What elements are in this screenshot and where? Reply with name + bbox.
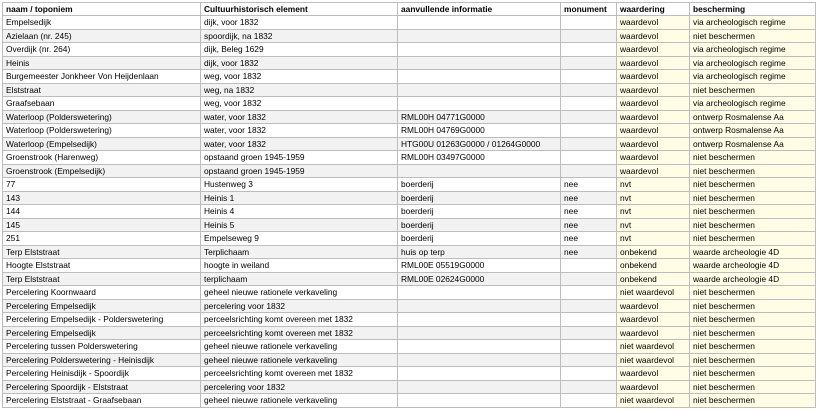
cell-element: Hustenweg 3	[201, 178, 398, 192]
cell-waardering: waardevol	[617, 326, 690, 340]
cell-monument	[561, 124, 617, 138]
table-row	[3, 353, 816, 367]
cell-waardering: waardevol	[617, 164, 690, 178]
cell-monument	[561, 326, 617, 340]
cell-naam: Percelering Heinisdijk - Spoordijk	[3, 367, 201, 381]
cell-waardering: onbekend	[617, 259, 690, 273]
cell-waardering: nvt	[617, 218, 690, 232]
cell-naam: Hoogte Elststraat	[3, 259, 201, 273]
table-row	[3, 151, 816, 165]
cell-monument	[561, 110, 617, 124]
cell-naam: 251	[3, 232, 201, 246]
table-row	[3, 29, 816, 43]
cell-bescherming: niet beschermen	[690, 367, 816, 381]
header-cultuurhistorisch-element: Cultuurhistorisch element	[201, 3, 398, 16]
cell-element: Empelseweg 9	[201, 232, 398, 246]
cell-informatie: boerderij	[398, 218, 561, 232]
table-row	[3, 218, 816, 232]
cell-element: perceelsrichting komt overeen met 1832	[201, 367, 398, 381]
cell-bescherming: ontwerp Rosmalense Aa	[690, 124, 816, 138]
cell-naam: 145	[3, 218, 201, 232]
table-row	[3, 124, 816, 138]
cell-waardering: onbekend	[617, 272, 690, 286]
table-row	[3, 56, 816, 70]
cell-element: terplichaam	[201, 272, 398, 286]
cell-naam: Percelering Elststraat - Graafsebaan	[3, 394, 201, 408]
cell-element: Heinis 5	[201, 218, 398, 232]
cell-informatie: RML00H 04769G0000	[398, 124, 561, 138]
cell-waardering: waardevol	[617, 299, 690, 313]
table-row	[3, 97, 816, 111]
cell-informatie: RML00H 03497G0000	[398, 151, 561, 165]
header-naam: naam / toponiem	[3, 3, 201, 16]
cell-bescherming: niet beschermen	[690, 313, 816, 327]
cell-waardering: waardevol	[617, 110, 690, 124]
table-row	[3, 380, 816, 394]
cell-bescherming: waarde archeologie 4D	[690, 245, 816, 259]
table-row	[3, 313, 816, 327]
cell-bescherming: niet beschermen	[690, 218, 816, 232]
cell-monument	[561, 97, 617, 111]
cell-monument	[561, 367, 617, 381]
cell-bescherming: niet beschermen	[690, 353, 816, 367]
cell-informatie	[398, 286, 561, 300]
cell-waardering: waardevol	[617, 97, 690, 111]
cell-element: percelering voor 1832	[201, 299, 398, 313]
cell-naam: 144	[3, 205, 201, 219]
cell-monument	[561, 299, 617, 313]
cell-monument	[561, 151, 617, 165]
cell-naam: Groenstrook (Empelsedijk)	[3, 164, 201, 178]
cell-element: Terplichaam	[201, 245, 398, 259]
cell-informatie	[398, 326, 561, 340]
cell-bescherming: niet beschermen	[690, 380, 816, 394]
cell-waardering: waardevol	[617, 29, 690, 43]
cell-informatie: boerderij	[398, 191, 561, 205]
cell-monument	[561, 137, 617, 151]
cell-naam: Waterloop (Polderswetering)	[3, 124, 201, 138]
header-bescherming: bescherming	[690, 3, 816, 16]
cell-monument	[561, 394, 617, 408]
cell-bescherming: via archeologisch regime	[690, 43, 816, 57]
cell-bescherming: ontwerp Rosmalense Aa	[690, 137, 816, 151]
cell-naam: Percelering Empelsedijk - Polderswetering	[3, 313, 201, 327]
cell-naam: Waterloop (Empelsedijk)	[3, 137, 201, 151]
cell-naam: Elststraat	[3, 83, 201, 97]
cell-informatie	[398, 164, 561, 178]
cell-waardering: waardevol	[617, 367, 690, 381]
cell-bescherming: niet beschermen	[690, 286, 816, 300]
table-row	[3, 205, 816, 219]
cell-bescherming: niet beschermen	[690, 83, 816, 97]
cell-waardering: waardevol	[617, 70, 690, 84]
cell-waardering: waardevol	[617, 313, 690, 327]
cell-monument	[561, 29, 617, 43]
cell-element: perceelsrichting komt overeen met 1832	[201, 313, 398, 327]
cell-bescherming: niet beschermen	[690, 340, 816, 354]
cell-informatie: RML00H 04771G0000	[398, 110, 561, 124]
heritage-table	[2, 2, 816, 408]
cell-naam: Heinis	[3, 56, 201, 70]
table-row	[3, 340, 816, 354]
table-row	[3, 83, 816, 97]
table-row	[3, 70, 816, 84]
cell-element: water, voor 1832	[201, 137, 398, 151]
cell-waardering: waardevol	[617, 137, 690, 151]
cell-naam: Percelering Polderswetering - Heinisdijk	[3, 353, 201, 367]
cell-naam: 143	[3, 191, 201, 205]
cell-bescherming: niet beschermen	[690, 178, 816, 192]
cell-bescherming: niet beschermen	[690, 394, 816, 408]
cell-monument	[561, 56, 617, 70]
cell-element: weg, voor 1832	[201, 70, 398, 84]
cell-waardering: waardevol	[617, 16, 690, 30]
cell-naam: Percelering Spoordijk - Elststraat	[3, 380, 201, 394]
table-row	[3, 178, 816, 192]
cell-naam: Groenstrook (Harenweg)	[3, 151, 201, 165]
cell-waardering: niet waardevol	[617, 394, 690, 408]
cell-waardering: onbekend	[617, 245, 690, 259]
cell-monument	[561, 83, 617, 97]
cell-waardering: nvt	[617, 232, 690, 246]
cell-naam: Overdijk (nr. 264)	[3, 43, 201, 57]
cell-waardering: nvt	[617, 191, 690, 205]
cell-bescherming: niet beschermen	[690, 299, 816, 313]
cell-element: Heinis 4	[201, 205, 398, 219]
cell-monument: nee	[561, 191, 617, 205]
cell-monument	[561, 259, 617, 273]
cell-bescherming: waarde archeologie 4D	[690, 272, 816, 286]
cell-element: weg, na 1832	[201, 83, 398, 97]
cell-waardering: niet waardevol	[617, 353, 690, 367]
table-row	[3, 367, 816, 381]
cell-bescherming: niet beschermen	[690, 164, 816, 178]
cell-bescherming: via archeologisch regime	[690, 56, 816, 70]
table-row	[3, 137, 816, 151]
cell-monument	[561, 340, 617, 354]
cell-naam: Percelering tussen Polderswetering	[3, 340, 201, 354]
cell-informatie	[398, 70, 561, 84]
cell-naam: Terp Elststraat	[3, 272, 201, 286]
cell-monument: nee	[561, 245, 617, 259]
cell-informatie: boerderij	[398, 178, 561, 192]
cell-informatie	[398, 367, 561, 381]
cell-monument	[561, 70, 617, 84]
table-row	[3, 43, 816, 57]
cell-naam: Burgemeester Jonkheer Von Heijdenlaan	[3, 70, 201, 84]
cell-waardering: nvt	[617, 205, 690, 219]
cell-naam: Percelering Koornwaard	[3, 286, 201, 300]
cell-informatie	[398, 380, 561, 394]
table-row	[3, 394, 816, 408]
cell-element: percelering voor 1832	[201, 380, 398, 394]
header-row	[3, 3, 816, 16]
cell-informatie	[398, 16, 561, 30]
cell-monument	[561, 164, 617, 178]
cell-monument	[561, 286, 617, 300]
cell-element: water, voor 1832	[201, 124, 398, 138]
cell-element: dijk, Beleg 1629	[201, 43, 398, 57]
cell-element: dijk, voor 1832	[201, 56, 398, 70]
cell-informatie: RML00E 05519G0000	[398, 259, 561, 273]
cell-naam: Azielaan (nr. 245)	[3, 29, 201, 43]
cell-naam: Percelering Empelsedijk	[3, 326, 201, 340]
cell-informatie: boerderij	[398, 232, 561, 246]
table-row	[3, 286, 816, 300]
cell-monument: nee	[561, 205, 617, 219]
cell-waardering: waardevol	[617, 83, 690, 97]
cell-naam: Waterloop (Polderswetering)	[3, 110, 201, 124]
cell-waardering: waardevol	[617, 43, 690, 57]
cell-waardering: niet waardevol	[617, 340, 690, 354]
cell-waardering: waardevol	[617, 380, 690, 394]
header-aanvullende-informatie: aanvullende informatie	[398, 3, 561, 16]
cell-naam: Empelsedijk	[3, 16, 201, 30]
cell-element: geheel nieuwe rationele verkaveling	[201, 286, 398, 300]
table-row	[3, 245, 816, 259]
cell-informatie	[398, 340, 561, 354]
cell-naam: Percelering Empelsedijk	[3, 299, 201, 313]
cell-informatie	[398, 43, 561, 57]
cell-bescherming: via archeologisch regime	[690, 70, 816, 84]
table-row	[3, 326, 816, 340]
cell-bescherming: waarde archeologie 4D	[690, 259, 816, 273]
cell-informatie: boerderij	[398, 205, 561, 219]
cell-element: Heinis 1	[201, 191, 398, 205]
cell-element: geheel nieuwe rationele verkaveling	[201, 353, 398, 367]
cell-bescherming: ontwerp Rosmalense Aa	[690, 110, 816, 124]
table-row	[3, 110, 816, 124]
cell-waardering: waardevol	[617, 56, 690, 70]
table-row	[3, 191, 816, 205]
cell-monument	[561, 16, 617, 30]
cell-waardering: nvt	[617, 178, 690, 192]
cell-monument: nee	[561, 178, 617, 192]
cell-bescherming: niet beschermen	[690, 29, 816, 43]
cell-waardering: niet waardevol	[617, 286, 690, 300]
cell-informatie: RML00E 02624G0000	[398, 272, 561, 286]
cell-monument	[561, 313, 617, 327]
cell-bescherming: niet beschermen	[690, 205, 816, 219]
cell-element: opstaand groen 1945-1959	[201, 151, 398, 165]
cell-element: opstaand groen 1945-1959	[201, 164, 398, 178]
cell-informatie	[398, 56, 561, 70]
cell-informatie	[398, 299, 561, 313]
cell-bescherming: niet beschermen	[690, 326, 816, 340]
cell-element: water, voor 1832	[201, 110, 398, 124]
cell-informatie	[398, 353, 561, 367]
cell-naam: 77	[3, 178, 201, 192]
cell-element: weg, voor 1832	[201, 97, 398, 111]
cell-waardering: waardevol	[617, 124, 690, 138]
cell-naam: Graafsebaan	[3, 97, 201, 111]
cell-element: geheel nieuwe rationele verkaveling	[201, 394, 398, 408]
cell-element: geheel nieuwe rationele verkaveling	[201, 340, 398, 354]
cell-bescherming: niet beschermen	[690, 232, 816, 246]
cell-element: perceelsrichting komt overeen met 1832	[201, 326, 398, 340]
cell-monument	[561, 43, 617, 57]
table-row	[3, 299, 816, 313]
cell-monument: nee	[561, 232, 617, 246]
table-row	[3, 232, 816, 246]
cell-informatie	[398, 313, 561, 327]
header-waardering: waardering	[617, 3, 690, 16]
cell-informatie	[398, 394, 561, 408]
cell-element: dijk, voor 1832	[201, 16, 398, 30]
cell-bescherming: via archeologisch regime	[690, 16, 816, 30]
table-row	[3, 272, 816, 286]
cell-monument: nee	[561, 218, 617, 232]
cell-bescherming: niet beschermen	[690, 191, 816, 205]
cell-bescherming: via archeologisch regime	[690, 97, 816, 111]
cell-informatie	[398, 29, 561, 43]
cell-informatie: huis op terp	[398, 245, 561, 259]
cell-informatie	[398, 97, 561, 111]
cell-monument	[561, 380, 617, 394]
table-row	[3, 164, 816, 178]
cell-monument	[561, 272, 617, 286]
header-monument: monument	[561, 3, 617, 16]
cell-element: hoogte in weiland	[201, 259, 398, 273]
table-row	[3, 16, 816, 30]
table-row	[3, 259, 816, 273]
cell-informatie: HTG00U 01263G0000 / 01264G0000	[398, 137, 561, 151]
cell-monument	[561, 353, 617, 367]
cell-element: spoordijk, na 1832	[201, 29, 398, 43]
cell-bescherming: niet beschermen	[690, 151, 816, 165]
cell-naam: Terp Elststraat	[3, 245, 201, 259]
cell-informatie	[398, 83, 561, 97]
cell-waardering: waardevol	[617, 151, 690, 165]
